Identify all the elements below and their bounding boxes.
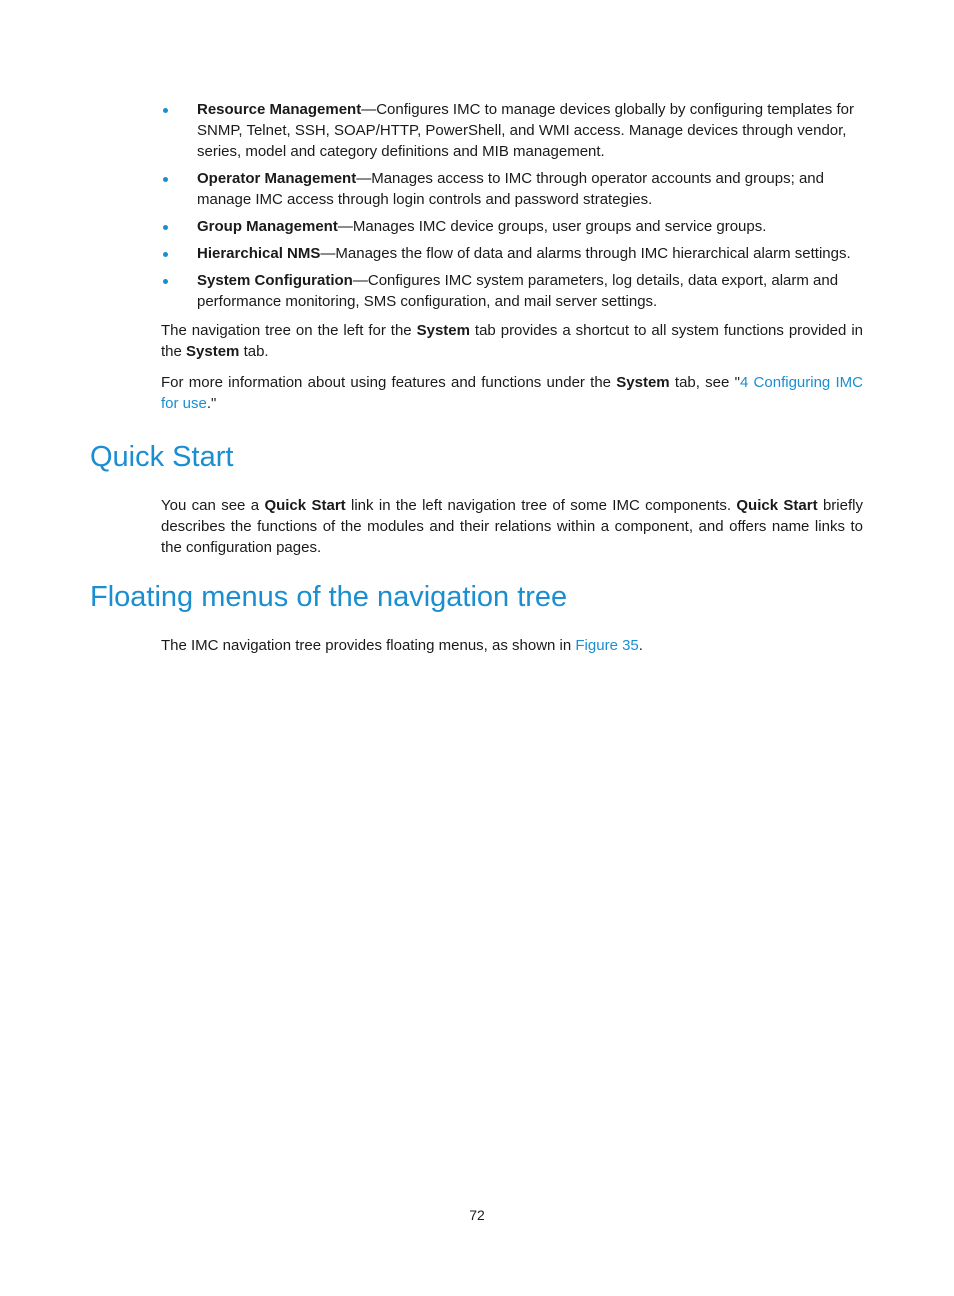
term-resource-management: Resource Management — [197, 101, 362, 118]
bullet-icon — [163, 225, 168, 230]
term-group-management: Group Management — [197, 218, 338, 235]
floating-menus-paragraph: The IMC navigation tree provides floating menus, as shown in Figure 35. — [161, 637, 643, 654]
bullet-icon — [163, 177, 168, 182]
list-item — [161, 216, 863, 237]
term-operator-management: Operator Management — [197, 170, 357, 187]
term-hierarchical-nms: Hierarchical NMS — [197, 245, 321, 262]
description: —Configures IMC to manage devices globally by configuring templates for SNMP, Telnet, SSH, SOAP/HTTP, PowerShell, and WMI access. Manage devices through vendor, series, model and category definitions and MIB management. — [197, 101, 854, 160]
list-item — [161, 243, 863, 264]
description: —Configures IMC system parameters, log details, data export, alarm and performance monitoring, SMS configuration, and mail server settings. — [197, 272, 839, 310]
more-info-paragraph: For more information about using features and functions under the System tab, see "4 Configuring IMC for use." — [161, 374, 864, 412]
list-item — [161, 270, 863, 312]
quick-start-section — [161, 495, 863, 558]
description: —Manages IMC device groups, user groups and service groups. — [337, 218, 767, 235]
list-item — [161, 168, 863, 210]
term-system-configuration: System Configuration — [197, 272, 353, 289]
page-number: 72 — [469, 1207, 485, 1223]
list-item — [161, 99, 863, 162]
description: —Manages the flow of data and alarms through IMC hierarchical alarm settings. — [320, 245, 851, 262]
bullet-icon — [163, 108, 168, 113]
bullet-icon — [163, 279, 168, 284]
system-functions-section — [161, 99, 863, 414]
figure-35-link[interactable]: Figure 35 — [575, 637, 639, 654]
floating-menus-heading: Floating menus of the navigation tree — [90, 581, 568, 613]
description: —Manages access to IMC through operator accounts and groups; and manage IMC access through login controls and password strategies. — [197, 170, 824, 208]
floating-menus-section — [161, 635, 863, 656]
bullet-icon — [163, 252, 168, 257]
quick-start-paragraph: You can see a Quick Start link in the left navigation tree of some IMC components. Quick Start briefly describes the functions of the modules and their relations within a component, and offers name links to the configuration pages. — [161, 497, 863, 556]
quick-start-heading: Quick Start — [90, 441, 234, 473]
system-functions-list — [161, 99, 863, 312]
navigation-tree-paragraph: The navigation tree on the left for the System tab provides a shortcut to all system functions provided in the System tab. — [161, 322, 863, 360]
configuring-imc-link[interactable]: 4 Configuring IMC for use — [161, 374, 864, 412]
